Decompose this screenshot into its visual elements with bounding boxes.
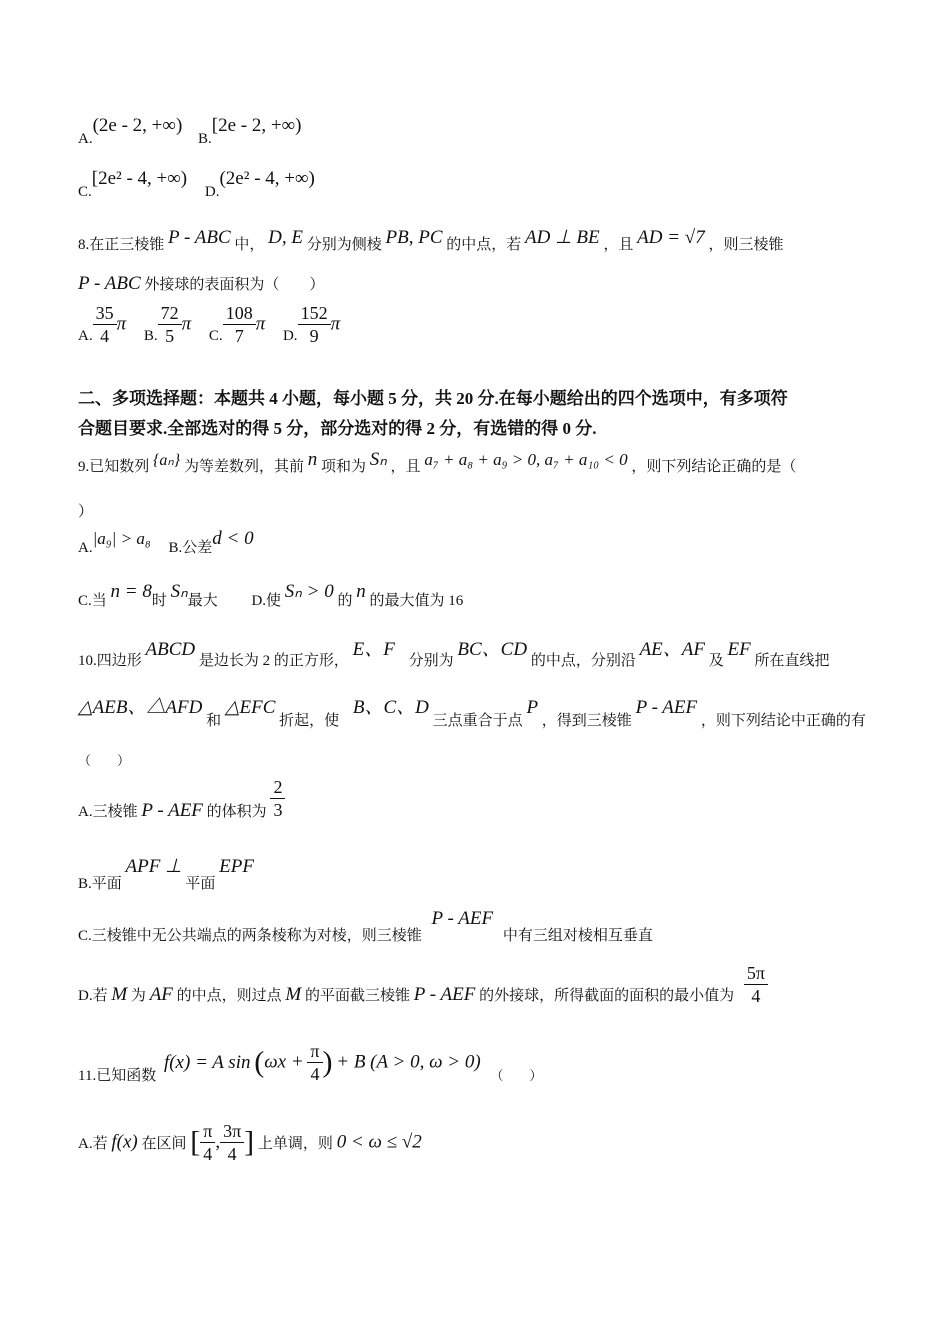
math: f(x) <box>111 1131 138 1153</box>
math: P - AEF <box>413 983 476 1005</box>
numerator: 72 <box>158 302 182 325</box>
math: P - AEF <box>635 697 698 718</box>
text: 11.已知函数 <box>78 1068 157 1084</box>
q11-interval-left <box>200 1120 215 1165</box>
math: Sₙ > 0 <box>284 581 334 602</box>
q7-option-b-label: B. <box>198 131 212 147</box>
q11-option-a <box>78 1120 422 1165</box>
q11-stem <box>78 1040 542 1085</box>
denominator: 4 <box>310 1064 320 1084</box>
text: ，且 <box>390 459 421 475</box>
math: ABCD <box>145 639 196 660</box>
math: |a₉| > a₈ <box>92 529 151 548</box>
math: a₇ + a₈ + a₉ > 0, a₇ + a₁₀ < 0 <box>424 450 628 469</box>
text: 在区间 <box>141 1136 187 1152</box>
math: P - AEF <box>141 799 203 821</box>
text: 时 <box>151 593 167 609</box>
text: 分别为 <box>408 653 454 669</box>
q7-option-c-expr: [2e² - 4, +∞) <box>91 168 188 189</box>
denominator: 5 <box>165 326 175 346</box>
q10-option-a <box>78 776 285 821</box>
q10-option-d <box>78 962 768 1007</box>
bracket-left: [ <box>190 1125 201 1159</box>
math: Sₙ <box>369 449 387 470</box>
math: APF ⊥ <box>125 856 182 877</box>
text: 三点重合于点 <box>432 713 523 729</box>
text: 8.在正三棱锥 <box>78 237 165 253</box>
q9-option-d-label: D.使 <box>251 593 282 609</box>
math: E、F <box>352 639 395 660</box>
numerator: π <box>200 1120 215 1143</box>
q8-option-a-label: A. <box>78 328 93 344</box>
q10-option-b-label: B.平面 <box>78 876 122 892</box>
text: 的 <box>337 593 353 609</box>
q8-option-c-label: C. <box>208 328 223 344</box>
text: 的中点，分别沿 <box>530 653 636 669</box>
q10-stem-line-1 <box>78 634 830 669</box>
q9-options-cd <box>78 580 464 609</box>
text: 最大 <box>187 593 218 609</box>
text: 的平面截三棱锥 <box>305 988 411 1004</box>
q8-option-d-label: D. <box>282 328 298 344</box>
math: AE、AF <box>639 639 706 660</box>
q9-option-b-label: B.公差 <box>168 540 213 556</box>
denominator: 4 <box>100 326 110 346</box>
text: （ ） <box>490 1068 543 1083</box>
text: ，得到三棱锥 <box>541 713 632 729</box>
numerator: 3π <box>220 1120 244 1143</box>
math: {aₙ} <box>153 452 181 469</box>
q10-option-d-label: D.若 <box>78 988 108 1004</box>
text: 10.四边形 <box>78 653 142 669</box>
text: 及 <box>708 653 724 669</box>
q8-option-c-fraction <box>223 302 256 347</box>
q8-option-b-fraction <box>158 302 182 347</box>
q8-option-a-fraction <box>93 302 117 347</box>
math: P - ABC <box>168 227 231 248</box>
math: AF <box>149 983 173 1005</box>
q7-option-c-label: C. <box>78 184 92 200</box>
denominator: 7 <box>234 326 244 346</box>
math: B、C、D <box>352 697 429 718</box>
math: Sₙ <box>170 581 188 602</box>
q8-options <box>78 302 340 347</box>
math: EPF <box>219 856 254 877</box>
q10-option-a-label: A.三棱锥 <box>78 804 138 820</box>
math: PB, PC <box>385 227 443 248</box>
text: 的中点，则过点 <box>176 988 282 1004</box>
math: + B (A > 0, ω > 0) <box>336 1051 481 1073</box>
q9-stem-close: ） <box>78 504 94 520</box>
math: P - AEF <box>431 908 494 929</box>
q8-option-d-fraction <box>298 302 331 347</box>
text: 分别为侧棱 <box>306 237 382 253</box>
math: EF <box>727 639 751 660</box>
comma: , <box>215 1131 221 1153</box>
math: P <box>526 697 539 718</box>
math: n <box>356 581 366 602</box>
text: 中， <box>234 237 265 253</box>
text: 项和为 <box>320 459 366 475</box>
q7-option-d-expr: (2e² - 4, +∞) <box>219 168 315 189</box>
section-heading-line-2: 合题目要求.全部选对的得 5 分，部分选对的得 2 分，有选错的得 0 分. <box>78 419 597 438</box>
q10-option-b <box>78 855 254 892</box>
bracket-right: ] <box>244 1125 255 1159</box>
pi: π <box>116 313 127 335</box>
math: △EFC <box>224 697 276 718</box>
text: 为 <box>130 988 146 1004</box>
math: M <box>111 983 128 1005</box>
text: 和 <box>206 713 222 729</box>
math: ωx + <box>264 1051 304 1073</box>
text: ，则三棱锥 <box>708 237 784 253</box>
math: f(x) = A sin <box>163 1051 251 1073</box>
q7-option-row-1 <box>78 115 302 147</box>
pi: π <box>255 313 266 335</box>
q7-option-a-label: A. <box>78 131 93 147</box>
q10-option-d-fraction <box>744 962 768 1007</box>
text: 平面 <box>185 876 216 892</box>
text: 中有三组对棱相互垂直 <box>502 928 653 944</box>
q10-stem-line-2 <box>78 692 866 729</box>
paren-right: ) <box>322 1045 333 1079</box>
q9-option-c-label: C.当 <box>78 593 107 609</box>
numerator: 152 <box>298 302 331 325</box>
q11-interval-right <box>220 1120 244 1165</box>
q7-option-b-expr: [2e - 2, +∞) <box>211 115 302 136</box>
text: 9.已知数列 <box>78 459 150 475</box>
paren-left: ( <box>254 1045 265 1079</box>
text: 折起，使 <box>279 713 340 729</box>
q10-option-c <box>78 908 653 944</box>
text: 的最大值为 16 <box>369 593 464 609</box>
denominator: 3 <box>273 800 283 820</box>
text: 是边长为 2 的正方形， <box>198 653 349 669</box>
math: n <box>307 449 318 470</box>
q10-option-a-fraction <box>270 776 285 821</box>
text: 的体积为 <box>206 804 267 820</box>
denominator: 4 <box>203 1144 213 1164</box>
pi: π <box>181 313 192 335</box>
numerator: 108 <box>223 302 256 325</box>
numerator: 5π <box>744 962 768 985</box>
section-heading-line-1: 二、多项选择题：本题共 4 小题，每小题 5 分，共 20 分.在每小题给出的四个选项中，有多项符 <box>78 389 788 408</box>
denominator: 4 <box>751 986 761 1006</box>
q11-pi-over-4 <box>307 1040 322 1085</box>
text: 为等差数列，其前 <box>183 459 304 475</box>
denominator: 9 <box>309 326 319 346</box>
math: BC、CD <box>457 639 528 660</box>
text: ，则下列结论正确的是（ <box>631 459 797 475</box>
math: M <box>285 983 302 1005</box>
q8-stem-line-1 <box>78 226 784 253</box>
math: AD ⊥ BE <box>525 227 600 248</box>
text: 上单调，则 <box>257 1136 333 1152</box>
q7-option-d-label: D. <box>204 184 220 200</box>
q11-option-a-label: A.若 <box>78 1136 108 1152</box>
text: ，且 <box>603 237 634 253</box>
q7-option-a-expr: (2e - 2, +∞) <box>92 115 183 136</box>
math: d < 0 <box>212 528 254 549</box>
numerator: 35 <box>93 302 117 325</box>
q10-option-c-label: C.三棱锥中无公共端点的两条棱称为对棱，则三棱锥 <box>78 928 422 944</box>
q9-options-ab <box>78 528 254 556</box>
text: 的外接球，所得截面的面积的最小值为 <box>479 988 735 1004</box>
q10-stem-answer-blank: （ ） <box>78 753 131 768</box>
numerator: π <box>307 1040 322 1063</box>
math: △AEB、△AFD <box>78 697 203 718</box>
denominator: 4 <box>227 1144 237 1164</box>
q8-option-b-label: B. <box>143 328 158 344</box>
q9-option-a-label: A. <box>78 540 93 556</box>
pi: π <box>330 313 341 335</box>
text: ，则下列结论中正确的有 <box>700 713 866 729</box>
math: D, E <box>268 227 303 248</box>
math: n = 8 <box>110 581 152 602</box>
numerator: 2 <box>270 776 285 799</box>
q9-stem <box>78 448 797 475</box>
q8-stem-line-2 <box>78 273 324 295</box>
q7-option-row-2 <box>78 168 315 200</box>
math: P - ABC <box>78 273 141 294</box>
text: 的中点，若 <box>446 237 522 253</box>
math: AD = √7 <box>637 227 705 248</box>
text: 所在直线把 <box>754 653 830 669</box>
text: 外接球的表面积为（ ） <box>144 277 325 293</box>
math: 0 < ω ≤ √2 <box>336 1131 422 1153</box>
